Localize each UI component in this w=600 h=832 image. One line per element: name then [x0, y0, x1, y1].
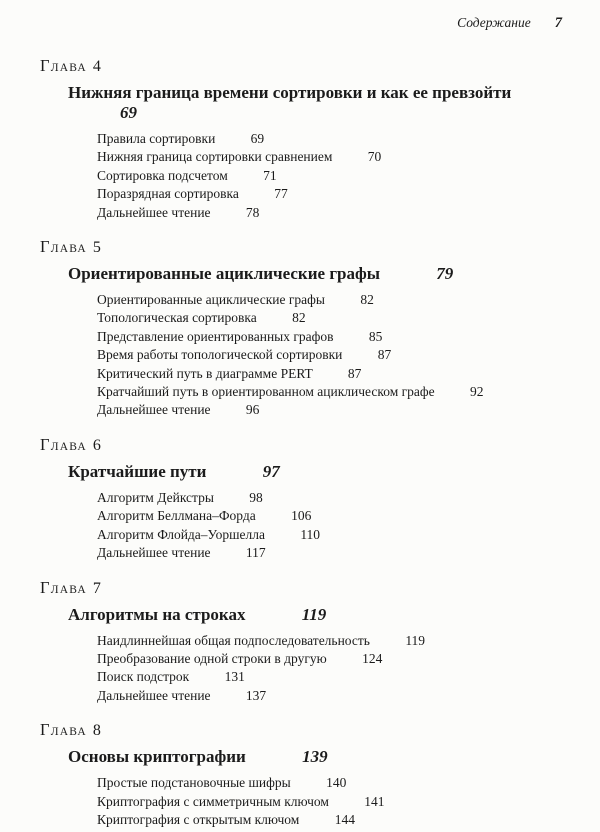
header-title: Содержание [457, 15, 531, 30]
entry-page-number: 69 [250, 131, 265, 146]
entry-page-number: 110 [300, 526, 321, 542]
chapter-page-number: 97 [262, 461, 280, 481]
toc-entry [97, 383, 562, 401]
entry-title: Время работы топологической сортировки [97, 347, 343, 363]
toc-entry [97, 365, 562, 383]
chapter-label [40, 436, 562, 456]
chapter-label-number: 5 [92, 239, 102, 257]
entry-title: Алгоритм Флойда–Уоршелла [97, 526, 265, 542]
entry-title: Кратчайший путь в ориентированном ациклическом графе [97, 384, 435, 400]
entry-page-number: 119 [405, 632, 426, 648]
section-list [97, 291, 562, 420]
toc-entry [97, 793, 562, 811]
toc-entry [97, 526, 562, 544]
toc-entry [97, 291, 562, 309]
chapter-title-row [68, 83, 562, 123]
chapter-label-number: 7 [92, 579, 102, 597]
entry-title: Дальнейшее чтение [97, 204, 211, 220]
toc-entry [97, 650, 562, 668]
chapter-title: Ориентированные ациклические графы [68, 264, 381, 284]
chapter-label-number: 4 [92, 58, 102, 75]
header-page-number: 7 [554, 15, 562, 31]
chapter-block [40, 721, 562, 829]
entry-title: Поразрядная сортировка [97, 186, 239, 202]
section-list [97, 632, 562, 706]
entry-title: Наидлиннейшая общая подпоследовательность [97, 632, 370, 648]
entry-page-number: 117 [245, 545, 266, 561]
toc-entry [97, 148, 562, 166]
toc-entry [97, 167, 562, 185]
entry-title: Криптография с открытым ключом [97, 811, 300, 827]
entry-title: Поиск подстрок [97, 669, 190, 685]
chapter-title: Кратчайшие пути [68, 461, 207, 481]
toc-entry [97, 544, 562, 562]
chapter-label [40, 57, 562, 77]
toc-entry [97, 346, 562, 364]
entry-title: Ориентированные ациклические графы [97, 292, 325, 308]
entry-page-number: 106 [291, 508, 312, 524]
page-header [40, 14, 562, 32]
chapter-title-row [68, 462, 562, 482]
entry-page-number: 96 [245, 402, 260, 418]
entry-page-number: 82 [292, 310, 306, 326]
entry-page-number: 144 [334, 811, 355, 827]
chapter-block [40, 436, 562, 563]
toc-entry [97, 507, 562, 525]
toc-entry [97, 130, 562, 148]
entry-title: Алгоритм Дейкстры [97, 489, 214, 505]
chapter-title: Основы криптографии [68, 747, 246, 767]
entry-page-number: 141 [364, 793, 385, 809]
toc-entry [97, 309, 562, 327]
entry-page-number: 124 [362, 650, 383, 666]
chapter-list [40, 57, 562, 829]
section-list [97, 774, 562, 829]
chapter-label-word: ГЛАВА [40, 434, 87, 454]
chapter-page-number: 119 [301, 604, 327, 624]
entry-title: Простые подстановочные шифры [97, 775, 291, 791]
section-list [97, 489, 562, 563]
toc-entry [97, 687, 562, 705]
entry-title: Сортировка подсчетом [97, 167, 228, 183]
entry-page-number: 87 [377, 347, 392, 363]
chapter-label-word: ГЛАВА [40, 237, 87, 257]
entry-title: Криптография с симметричным ключом [97, 793, 329, 809]
chapter-label [40, 579, 562, 599]
chapter-title-row [68, 747, 562, 767]
entry-title: Преобразование одной строки в другую [97, 650, 327, 666]
toc-entry [97, 204, 562, 222]
entry-title: Алгоритм Беллмана–Форда [97, 508, 256, 524]
chapter-label [40, 238, 562, 258]
entry-page-number: 87 [347, 365, 362, 381]
entry-title: Нижняя граница сортировки сравнением [97, 149, 333, 165]
chapter-label [40, 721, 562, 741]
entry-title: Дальнейшее чтение [97, 402, 211, 418]
chapter-page-number: 69 [120, 103, 137, 122]
entry-page-number: 71 [263, 167, 277, 183]
entry-title: Дальнейшее чтение [97, 545, 211, 561]
entry-title: Дальнейшее чтение [97, 687, 211, 703]
chapter-title: Алгоритмы на строках [68, 604, 246, 624]
entry-page-number: 137 [245, 687, 267, 703]
chapter-label-word: ГЛАВА [40, 56, 87, 75]
chapter-block [40, 238, 562, 420]
chapter-block [40, 579, 562, 706]
toc-entry [97, 811, 562, 829]
chapter-title-row [68, 605, 562, 625]
toc-entry [97, 185, 562, 203]
chapter-label-word: ГЛАВА [40, 577, 87, 597]
entry-page-number: 92 [470, 384, 484, 400]
toc-entry [97, 401, 562, 419]
chapter-title-row [68, 264, 562, 284]
chapter-label-word: ГЛАВА [40, 720, 87, 740]
chapter-page-number: 79 [436, 264, 454, 284]
toc-entry [97, 668, 562, 686]
chapter-label-number: 6 [92, 436, 102, 454]
toc-entry [97, 489, 562, 507]
toc-entry [97, 774, 562, 792]
entry-page-number: 140 [326, 775, 347, 791]
entry-page-number: 70 [367, 149, 382, 165]
entry-page-number: 82 [360, 292, 374, 308]
entry-page-number: 131 [224, 669, 245, 685]
entry-page-number: 77 [274, 186, 288, 202]
entry-title: Критический путь в диаграмме PERT [97, 365, 313, 381]
chapter-label-number: 8 [92, 722, 102, 740]
entry-page-number: 98 [249, 489, 263, 505]
entry-page-number: 85 [368, 328, 383, 344]
entry-title: Правила сортировки [97, 131, 216, 146]
section-list [97, 130, 562, 222]
entry-title: Топологическая сортировка [97, 310, 257, 326]
entry-page-number: 78 [245, 204, 260, 220]
entry-title: Представление ориентированных графов [97, 328, 334, 344]
toc-entry [97, 632, 562, 650]
chapter-title: Нижняя граница времени сортировки и как ее превзойти [68, 83, 512, 102]
chapter-block [40, 57, 562, 222]
toc-entry [97, 328, 562, 346]
chapter-page-number: 139 [302, 747, 328, 767]
